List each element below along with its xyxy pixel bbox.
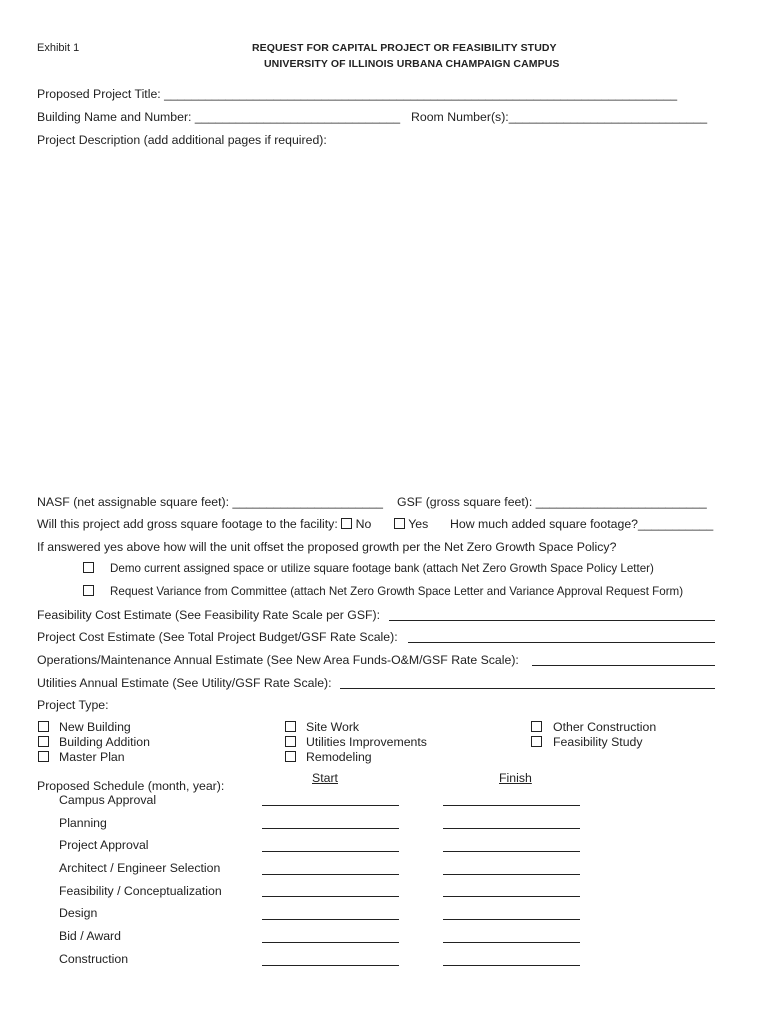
om-estimate-label: Operations/Maintenance Annual Estimate (See New Area Funds-O&M/GSF Rate Scale):: [37, 653, 519, 667]
project-cost-line[interactable]: [408, 642, 715, 643]
building-addition-checkbox[interactable]: [38, 736, 49, 747]
project-type-label: Project Type:: [37, 698, 109, 712]
design-start-line[interactable]: [262, 919, 399, 920]
feasibility-cost-label: Feasibility Cost Estimate (See Feasibility Rate Scale per GSF):: [37, 608, 381, 622]
planning-finish-line[interactable]: [443, 828, 580, 829]
schedule-label: Proposed Schedule (month, year):: [37, 779, 225, 793]
feasibility-start-line[interactable]: [262, 896, 399, 897]
yes-label: Yes: [408, 517, 429, 531]
new-building-checkbox[interactable]: [38, 721, 49, 732]
utilities-estimate-line[interactable]: [340, 688, 715, 689]
schedule-row-construction: Construction: [59, 952, 129, 966]
other-construction-checkbox[interactable]: [531, 721, 542, 732]
form-subtitle: UNIVERSITY OF ILLINOIS URBANA CHAMPAIGN CAMPUS: [264, 58, 560, 70]
building-addition-label: Building Addition: [59, 735, 150, 749]
project-title-field[interactable]: Proposed Project Title: ___________________________________________________________________________: [37, 87, 678, 101]
exhibit-label: Exhibit 1: [37, 42, 80, 54]
utilities-estimate-label: Utilities Annual Estimate (See Utility/GSF Rate Scale):: [37, 676, 332, 690]
yes-option: [394, 517, 428, 531]
om-estimate-line[interactable]: [532, 665, 715, 666]
project-approval-start-line[interactable]: [262, 851, 399, 852]
site-work-checkbox[interactable]: [285, 721, 296, 732]
new-building-label: New Building: [59, 720, 131, 734]
yes-checkbox[interactable]: [394, 518, 405, 529]
construction-start-line[interactable]: [262, 965, 399, 966]
description-label: Project Description (add additional pages if required):: [37, 133, 327, 147]
schedule-row-architect-selection: Architect / Engineer Selection: [59, 861, 221, 875]
planning-start-line[interactable]: [262, 828, 399, 829]
feasibility-study-label: Feasibility Study: [553, 735, 643, 749]
form-title: REQUEST FOR CAPITAL PROJECT OR FEASIBILITY STUDY: [252, 42, 557, 54]
schedule-row-campus-approval: Campus Approval: [59, 793, 157, 807]
how-much-field[interactable]: How much added square footage?___________: [450, 517, 714, 531]
room-field[interactable]: Room Number(s):_____________________________: [411, 110, 708, 124]
site-work-label: Site Work: [306, 720, 360, 734]
bid-award-finish-line[interactable]: [443, 942, 580, 943]
finish-column-header: Finish: [499, 771, 532, 785]
offset-question: If answered yes above how will the unit offset the proposed growth per the Net Zero Growth Space Policy?: [37, 540, 617, 554]
schedule-row-bid-award: Bid / Award: [59, 929, 121, 943]
schedule-row-project-approval: Project Approval: [59, 838, 149, 852]
construction-finish-line[interactable]: [443, 965, 580, 966]
add-gross-question-text: Will this project add gross square footage to the facility:: [37, 517, 338, 531]
utilities-improvements-checkbox[interactable]: [285, 736, 296, 747]
schedule-row-feasibility: Feasibility / Conceptualization: [59, 884, 222, 898]
design-finish-line[interactable]: [443, 919, 580, 920]
other-construction-label: Other Construction: [553, 720, 657, 734]
feasibility-study-checkbox[interactable]: [531, 736, 542, 747]
offset-option-1: Demo current assigned space or utilize square footage bank (attach Net Zero Growth Space Policy Letter): [110, 562, 654, 575]
remodeling-checkbox[interactable]: [285, 751, 296, 762]
feasibility-cost-line[interactable]: [389, 620, 715, 621]
project-cost-label: Project Cost Estimate (See Total Project Budget/GSF Rate Scale):: [37, 630, 398, 644]
schedule-row-planning: Planning: [59, 816, 107, 830]
schedule-row-design: Design: [59, 906, 98, 920]
campus-approval-start-line[interactable]: [262, 805, 399, 806]
feasibility-finish-line[interactable]: [443, 896, 580, 897]
remodeling-label: Remodeling: [306, 750, 372, 764]
add-gross-question: [37, 517, 371, 531]
master-plan-checkbox[interactable]: [38, 751, 49, 762]
gsf-field[interactable]: GSF (gross square feet): _________________________: [397, 495, 707, 509]
no-label: No: [355, 517, 372, 531]
offset-option-2: Request Variance from Committee (attach Net Zero Growth Space Letter and Variance Approval Request Form): [110, 585, 684, 598]
description-area[interactable]: [37, 150, 717, 480]
variance-checkbox[interactable]: [83, 585, 94, 596]
architect-selection-start-line[interactable]: [262, 874, 399, 875]
bid-award-start-line[interactable]: [262, 942, 399, 943]
building-field[interactable]: Building Name and Number: ______________________________: [37, 110, 401, 124]
master-plan-label: Master Plan: [59, 750, 125, 764]
demo-space-checkbox[interactable]: [83, 562, 94, 573]
nasf-field[interactable]: NASF (net assignable square feet): ______________________: [37, 495, 383, 509]
campus-approval-finish-line[interactable]: [443, 805, 580, 806]
start-column-header: Start: [312, 771, 338, 785]
project-approval-finish-line[interactable]: [443, 851, 580, 852]
utilities-improvements-label: Utilities Improvements: [306, 735, 427, 749]
architect-selection-finish-line[interactable]: [443, 874, 580, 875]
no-checkbox[interactable]: [341, 518, 352, 529]
